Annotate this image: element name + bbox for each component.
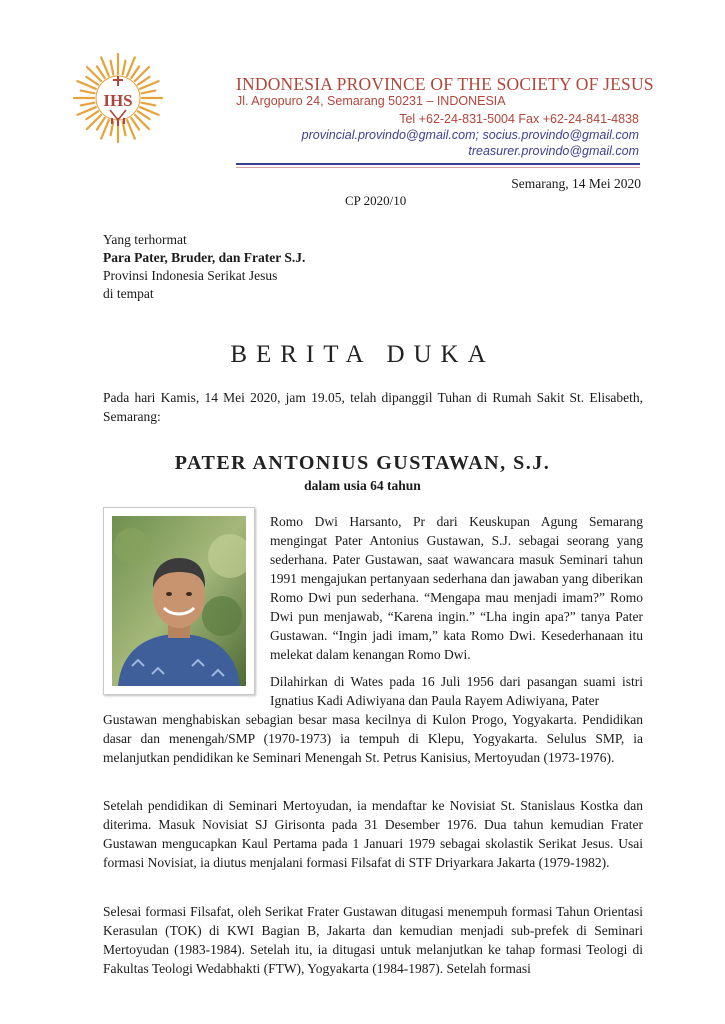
logo-ray [81, 103, 95, 106]
birth-paragraph [103, 672, 643, 767]
birth-paragraph-first: Dilahirkan di Wates pada 16 Juli 1956 dari pasangan suami istri Ignatius Kadi Adiwiyana dan Paula Rayem Adiwiyana, Pater [270, 674, 643, 708]
addressee-block [103, 231, 305, 303]
memory-paragraph: Romo Dwi Harsanto, Pr dari Keuskupan Agung Semarang mengingat Pater Antonius Gustawan, S.J. sebagai seorang yang sederhana. Pater Gustawan, saat wawancara masuk Seminari tahun 1991 mengajukan pertanyaan sederhana dan jawaban yang diberikan Romo Dwi pun sederhana. “Mengapa mau menjadi imam?” Romo Dwi pun menjawab, “Karena ingin.” “Lha ingin apa?” tanya Pater Gustawan. “Ingin jadi imam,” kata Romo Dwi. Kesederhanaan itu melekat dalam kenangan Romo Dwi. [270, 514, 643, 662]
deceased-age: dalam usia 64 tahun [304, 478, 421, 493]
logo-ray [111, 61, 114, 75]
logo-ray [97, 118, 105, 130]
deceased-name: PATER ANTONIUS GUSTAWAN, S.J. [174, 452, 551, 474]
logo-ray [86, 111, 98, 119]
letterhead-phone: Tel +62-24-831-5004 Fax +62-24-841-4838 [399, 112, 639, 126]
logo-ray [123, 61, 126, 75]
recipient-place: di tempat [103, 286, 154, 301]
letterhead-address: Jl. Argopuro 24, Semarang 50231 – INDONESIA [236, 94, 506, 108]
logo-ray [138, 111, 150, 119]
formation-paragraph: Selesai formasi Filsafat, oleh Serikat Frater Gustawan ditugasi menempuh formasi Tahun Orientasi Kerasulan (TOK) di KWI Bagian B, Jakarta dan kemudian menjadi sub-prefek di Seminari Mertoyudan (1983-1984). Setelah itu, ia ditugasi untuk melanjutkan ke tahap formasi Teologi di Fakultas Teologi Wedabhakti (FTW), Yogyakarta (1984-1987). Setelah formasi [103, 904, 643, 976]
logo-ray [131, 66, 139, 78]
logo-ray [97, 66, 105, 78]
portrait-image [112, 516, 246, 686]
logo-ray [142, 103, 156, 106]
logo-ray [142, 91, 156, 94]
recipient-org: Provinsi Indonesia Serikat Jesus [103, 268, 278, 283]
logo-ray [86, 77, 98, 85]
logo-text: IHS [103, 91, 133, 110]
logo-ray [81, 91, 95, 94]
intro-paragraph: Pada hari Kamis, 14 Mei 2020, jam 19.05, telah dipanggil Tuhan di Rumah Sakit St. Elisabeth, Semarang: [103, 390, 643, 424]
logo-ray [138, 77, 150, 85]
document-heading: BERITA DUKA [230, 341, 495, 368]
logo-ray [131, 118, 139, 130]
novitiate-paragraph: Setelah pendidikan di Seminari Mertoyudan, ia mendaftar ke Novisiat St. Stanislaus Kostka dan diterima. Masuk Novisiat SJ Girisonta pada 31 Desember 1976. Dua tahun kemudian Frater Gustawan mengucapkan Kaul Pertama pada 1 Januari 1979 sebagai skolastik Serikat Jesus. Usai formasi Novisiat, ia diutus menjalani formasi Filsafat di STF Driyarkara Jakarta (1979-1982). [103, 798, 643, 870]
salutation: Yang terhormat [103, 232, 187, 247]
ihs-sunburst-icon [72, 52, 164, 144]
letter-reference: CP 2020/10 [345, 193, 407, 208]
letterhead-email-line1: provincial.provindo@gmail.com; socius.provindo@gmail.com [301, 128, 639, 142]
letter-date: Semarang, 14 Mei 2020 [511, 176, 641, 191]
ihs-logo [72, 52, 164, 144]
letterhead-divider-accent [236, 167, 640, 168]
letterhead-divider [236, 163, 640, 165]
letterhead-email-line2: treasurer.provindo@gmail.com [468, 144, 639, 158]
portrait-photo [103, 507, 255, 695]
letterhead-title: INDONESIA PROVINCE OF THE SOCIETY OF JESUS [236, 74, 654, 94]
birth-paragraph-rest: Gustawan menghabiskan sebagian besar masa kecilnya di Kulon Progo, Yogyakarta. Pendidikan dasar dan menengah/SMP (1970-1973) ia tempuh di Klepu, Yogyakarta. Selulus SMP, ia melanjutkan pendidikan ke Seminari Menengah St. Petrus Kanisius, Mertoyudan (1973-1976). [103, 712, 643, 765]
recipient: Para Pater, Bruder, dan Frater S.J. [103, 250, 306, 265]
